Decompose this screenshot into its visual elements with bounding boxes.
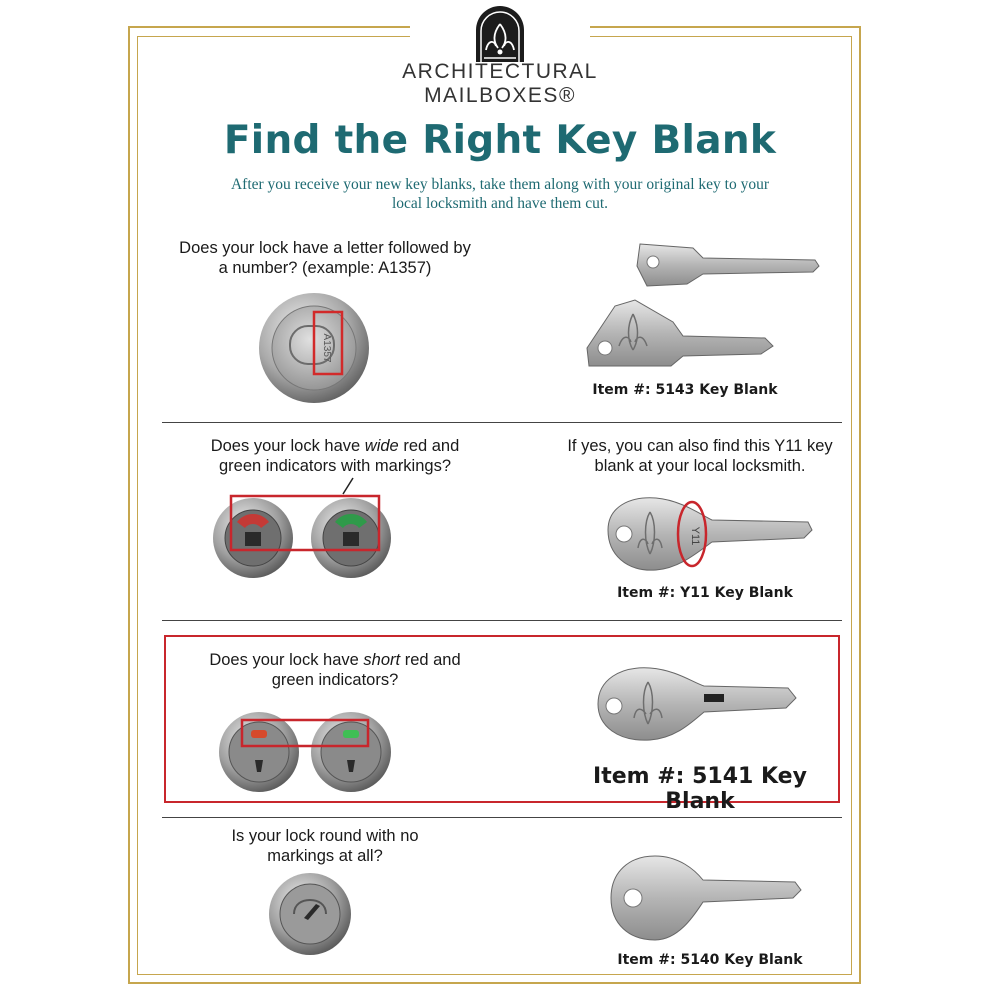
section3-question: Does your lock have short red and green indicators? [209,651,461,689]
locks-wide-indicators-image [205,472,405,582]
section2-item-label: Item #: Y11 Key Blank [617,585,793,601]
lock-round-plain-image [268,872,352,956]
brand-logo-icon [472,6,528,62]
lock-marking-text: A1357 [321,333,332,363]
locks-short-indicators-image [215,710,395,794]
page-title: Find the Right Key Blank [223,118,777,163]
key-marking-text: Y11 [689,526,701,546]
brand-name-line1: ARCHITECTURAL [402,60,598,83]
brand-name-line2: MAILBOXES® [424,84,576,107]
section1-question: Does your lock have a letter followed by a number? (example: A1357) [179,239,471,277]
section-divider-3 [162,817,842,818]
key-y11-image [600,490,815,585]
key-back [637,244,819,286]
key-5141-image [592,660,802,755]
key-5140-image [605,850,805,950]
page-subtitle: After you receive your new key blanks, take them along with your original key to your local locksmith and have them cut. [230,176,770,212]
section-divider-2 [162,620,842,621]
section2-y11-note: If yes, you can also find this Y11 key blank at your local locksmith. [567,437,833,475]
section3-item-label: Item #: 5141 Key Blank [593,764,807,814]
section4-question: Is your lock round with no markings at all? [231,827,419,865]
key-front [587,300,773,366]
section1-item-label: Item #: 5143 Key Blank [592,382,778,398]
key-5143-image [575,236,820,376]
section4-item-label: Item #: 5140 Key Blank [617,952,803,968]
section-divider-1 [162,422,842,423]
lock-letter-number-image [258,292,370,404]
section2-question: Does your lock have wide red and green indicators with markings? [210,437,460,475]
